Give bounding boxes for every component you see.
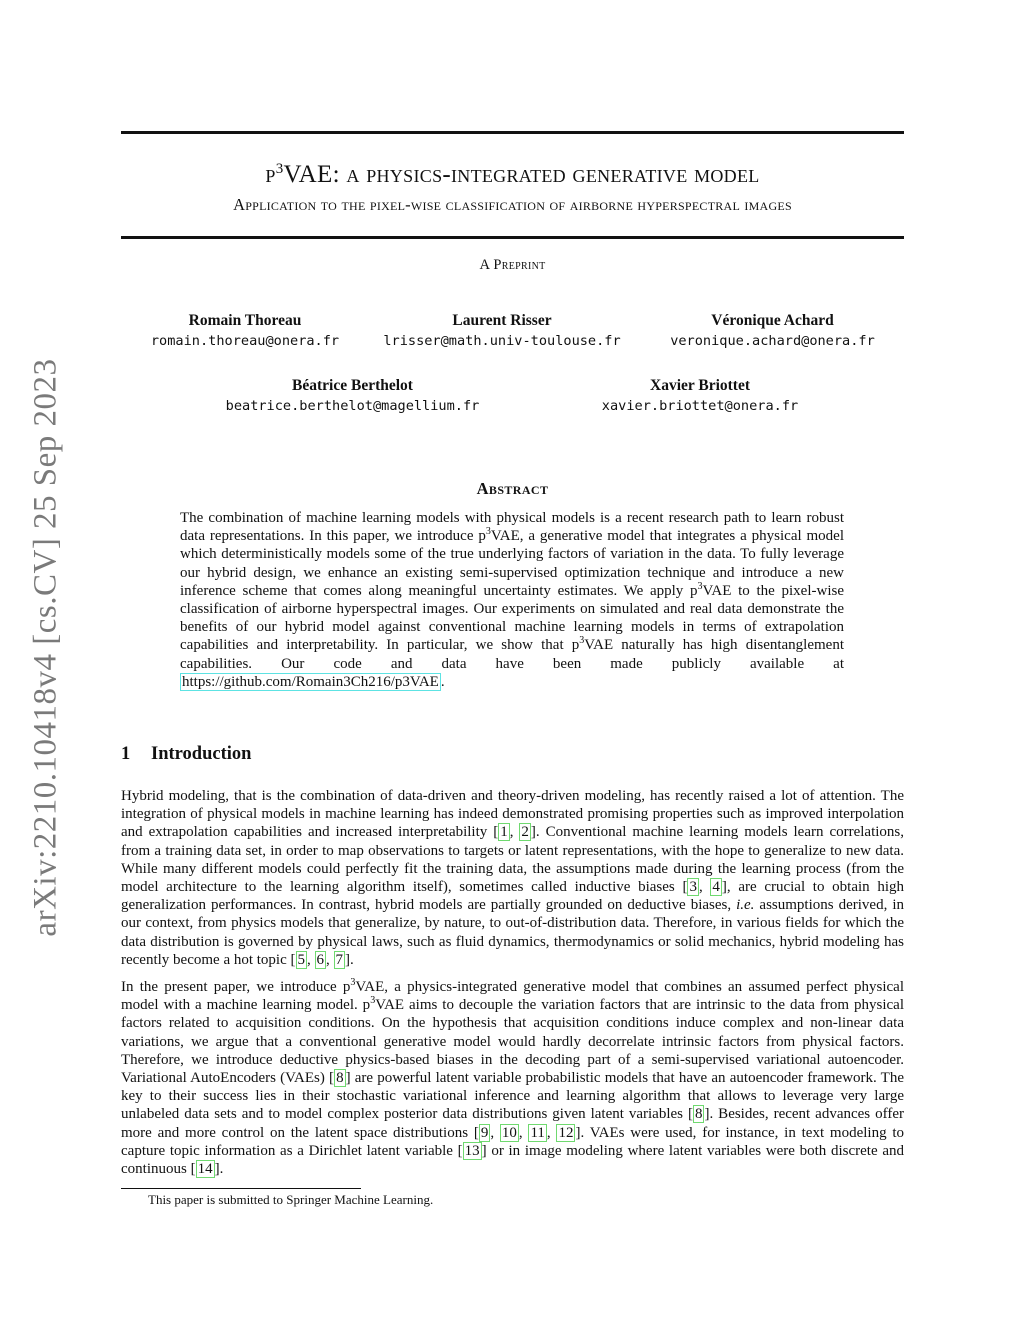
section-heading-introduction: 1 Introduction: [121, 744, 252, 764]
author-name: Béatrice Berthelot: [292, 377, 413, 394]
author-name: Romain Thoreau: [188, 312, 302, 329]
footnote: This paper is submitted to Springer Machine Learning.: [148, 1192, 434, 1207]
footnote-rule: [121, 1188, 361, 1189]
author-email: romain.thoreau@onera.fr: [150, 333, 340, 349]
author-name: Xavier Briottet: [650, 377, 750, 394]
author-block: [130, 311, 360, 351]
citation-link[interactable]: 10: [501, 1124, 517, 1141]
citation-link[interactable]: 2: [521, 824, 529, 841]
author-email: xavier.briottet@onera.fr: [601, 398, 799, 414]
title-bottom-rule: [121, 236, 904, 239]
citation-link[interactable]: 8: [694, 1106, 703, 1123]
abstract-heading: Abstract: [476, 479, 549, 498]
author-name: Véronique Achard: [711, 312, 834, 329]
citation-link[interactable]: 1: [500, 824, 508, 841]
github-link[interactable]: https://github.com/Romain3Ch216/p3VAE: [182, 673, 439, 690]
citation-link[interactable]: 9: [480, 1124, 489, 1141]
author-block: [650, 311, 895, 351]
citation-link[interactable]: 12: [558, 1124, 574, 1141]
abstract-text: The combination of machine learning models with physical models is a recent research path to learn robust data representations. In this paper, we introduce $p^3VAE$, a generative model that integrates a physical model which deterministically models some of the true underlying factors of variation in the data. To fully leverage our hybrid design, we enhance an existing semi-supervised optimization technique and introduce a new inference scheme that comes along meaningful uncertainty estimates. We apply $p^3VAE$ to the pixel-wise classification of airborne hyperspectral images. Our experiments on simulated and real data demonstrate the benefits of our hybrid model against conventional machine learning models in terms of extrapolation capabilities and interpretability. In particular, we show that $p^3VAE$ naturally has high disentanglement capabilities. Our code and data have been made publicly available at https://github.com/Romain3Ch216/p3VAE .: [180, 510, 845, 690]
paper-subtitle: Application to the pixel-wise classification of airborne hyperspectral images: [233, 195, 792, 214]
citation-link[interactable]: 3: [689, 879, 697, 896]
citation-link[interactable]: 7: [335, 951, 344, 968]
author-email: veronique.achard@onera.fr: [670, 333, 875, 349]
author-block: [362, 311, 642, 351]
title-top-rule: [121, 131, 904, 134]
citation-link[interactable]: 6: [316, 951, 325, 968]
preprint-label: A Preprint: [479, 257, 546, 273]
paper-title: $p^3VAE$: a physics-integrated generative model: [265, 161, 760, 188]
citation-link[interactable]: 13: [464, 1142, 480, 1159]
author-name: Laurent Risser: [452, 312, 552, 329]
intro-paragraph-1: Hybrid modeling, that is the combination of data-driven and theory-driven modeling, has recently raised a lot of attention. The integration of physical models in machine learning has indeed demonstrated promising properties such as improved interpolation and extrapolation capabilities and increased interpretability [ 1 , 2 ]. Conventional machine learning models learn correlations, from a training data set, in order to map observations to targets or latent representations, with the hope to generalize to new data. While many different models could perfectly fit the training data, the assumptions made during the learning process (from the model architecture to the learning algorithm itself), sometimes called inductive biases [ 3 , 4 ], are crucial to obtain high generalization performances. In contrast, hybrid models are partially grounded on deductive biases, i.e. assumptions derived, in our context, from physics models that generalize, by nature, to out-of-distribution data. Therefore, in various fields for which the data distribution is governed by physical laws, such as fluid dynamics, thermodynamics or solid mechanics, hybrid modeling has recently become a hot topic [ 5 , 6 , 7 ].: [121, 788, 905, 968]
citation-link[interactable]: 4: [712, 879, 720, 896]
citation-link[interactable]: 11: [530, 1124, 545, 1141]
citation-link[interactable]: 8: [336, 1070, 344, 1087]
author-block: [200, 376, 505, 416]
intro-paragraph-2: In the present paper, we introduce $p^3VAE$, a physics-integrated generative model that combines an assumed perfect physical model with a machine learning model. $p^3VAE$ aims to decouple the variation factors that are intrinsic to the data from physical factors related to acquisition conditions. On the hypothesis that acquisition conditions induce complex and non-linear data variations, we argue that a conventional generative model would hardly decorrelate intrinsic factors from physical factors. Therefore, we introduce deductive physics-based biases in the decoding part of a semi-supervised variational autoencoder. Variational AutoEncoders (VAEs) [ 8 ] are powerful latent variable probabilistic models that have an autoencoder framework. The key to their success lies in their stochastic variational inference and learning algorithm that allows to leverage very large unlabeled data sets and to model complex posterior data distributions given latent variables [ 8 ]. Besides, recent advances offer more and more control on the latent space distributions [ 9 , 10 , 11 , 12 ]. VAEs were used, for instance, in text modeling to capture topic information as a Dirichlet latent variable [ 13 ] or in image modeling where latent variables were both discrete and continuous [ 14 ].: [121, 977, 905, 1178]
author-email: beatrice.berthelot@magellium.fr: [225, 398, 480, 414]
citation-link[interactable]: 5: [297, 951, 306, 968]
citation-link[interactable]: 14: [197, 1161, 213, 1178]
arxiv-side-stamp: arXiv:2210.10418v4 [cs.CV] 25 Sep 2023: [27, 357, 64, 937]
author-block: [575, 376, 825, 416]
author-email: lrisser@math.univ-toulouse.fr: [383, 333, 621, 349]
